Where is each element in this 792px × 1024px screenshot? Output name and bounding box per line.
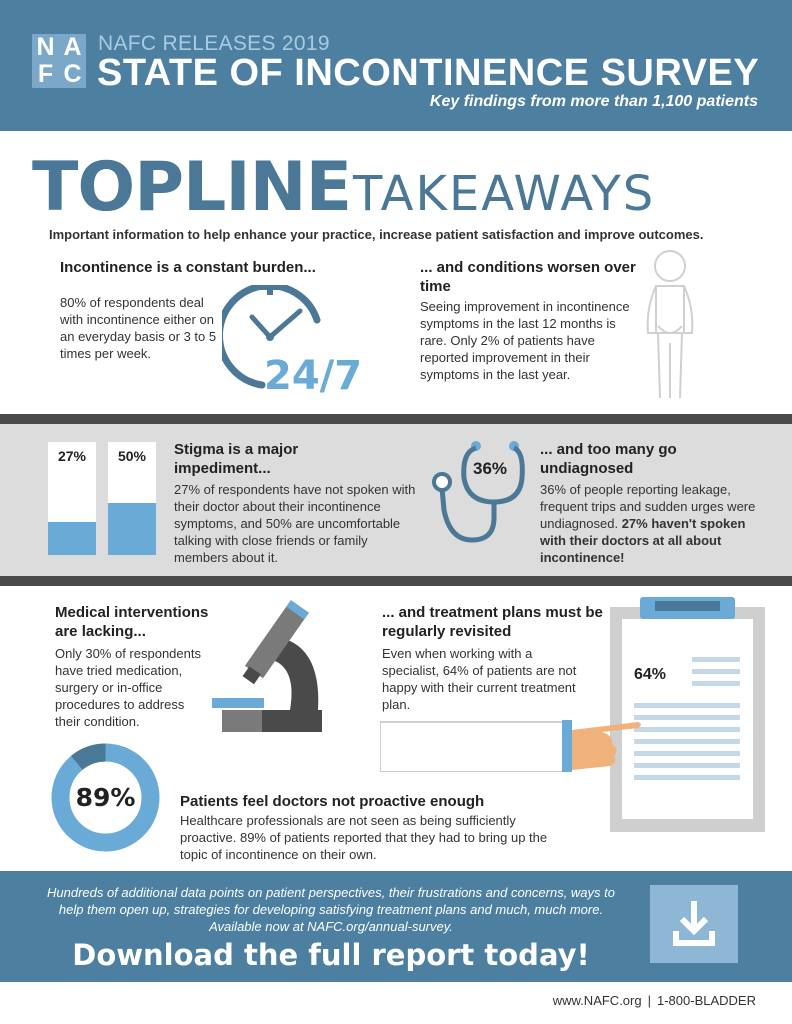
topline-light: TAKEAWAYS	[353, 166, 656, 222]
undiagnosed-heading: ... and too many go undiagnosed	[540, 441, 677, 477]
logo-letter: C	[59, 61, 86, 88]
logo-letter: F	[32, 61, 59, 88]
clipboard-label: 64%	[634, 666, 667, 683]
stigma-bar	[108, 442, 156, 555]
pointing-hand-icon	[380, 712, 645, 777]
stigma-bar	[48, 442, 96, 555]
stigma-bar-fill	[48, 522, 96, 555]
undiagnosed-body-text: 36% of people reporting leakage, frequent trips and sudden urges were undiagnosed.	[540, 482, 756, 531]
treatment-heading: ... and treatment plans must be regularly revisited	[382, 604, 603, 640]
logo-letter: A	[59, 34, 86, 61]
download-icon	[650, 885, 738, 963]
download-cta[interactable]: Download the full report today!	[72, 938, 590, 972]
stethoscope-icon	[428, 440, 533, 555]
topline-title	[32, 148, 655, 227]
phone-number[interactable]: 1-800-BLADDER	[657, 993, 756, 1008]
footer-body: Hundreds of additional data points on patient perspectives, their frustrations and concerns, ways to help them open up, strategies for developing satisfying treatment plans and much, much more. Available now at NAFC.org/annual-survey.	[47, 885, 615, 934]
interventions-heading: Medical interventions are lacking...	[55, 604, 209, 640]
logo-letter: N	[32, 34, 59, 61]
stethoscope-label: 36%	[473, 459, 508, 478]
microscope-icon	[212, 598, 327, 743]
header-tagline: Key findings from more than 1,100 patients	[429, 93, 758, 110]
stigma-bar-label: 27%	[57, 448, 87, 464]
stigma-bar-fill	[108, 503, 156, 555]
person-icon	[640, 248, 700, 408]
undiagnosed-body-bold: 27% haven't spoken with their doctors at all about incontinence!	[540, 516, 746, 565]
undiagnosed-body	[540, 481, 765, 566]
intro-text: Important information to help enhance your practice, increase patient satisfaction and improve outcomes.	[49, 227, 704, 242]
header-title: STATE OF INCONTINENCE SURVEY	[97, 52, 760, 94]
divider	[0, 414, 792, 424]
proactive-body: Healthcare professionals are not seen as being sufficiently proactive. 89% of patients reported that they had to bring up the topic of incontinence on their own.	[180, 813, 548, 862]
treatment-body: Even when working with a specialist, 64% of patients are not happy with their current treatment plan.	[382, 646, 577, 712]
download-button[interactable]	[650, 885, 738, 963]
proactive-donut	[48, 740, 163, 860]
interventions-body: Only 30% of respondents have tried medication, surgery or in-office procedures to address their condition.	[55, 646, 201, 729]
worsen-body: Seeing improvement in incontinence symptoms in the last 12 months is rare. Only 2% of patients have reported improvement in their symptoms in the last year.	[420, 299, 630, 382]
proactive-heading: Patients feel doctors not proactive enough	[180, 793, 485, 810]
worsen-heading: ... and conditions worsen over time	[420, 259, 636, 295]
topline-bold: TOPLINE	[32, 148, 352, 227]
contact-info	[553, 993, 756, 1008]
header-banner	[0, 0, 792, 131]
clock-label: 24/7	[264, 353, 363, 399]
clock-icon	[222, 285, 372, 415]
stigma-heading: Stigma is a major impediment...	[174, 441, 299, 477]
website-link[interactable]: www.NAFC.org	[552, 993, 642, 1008]
stigma-body: 27% of respondents have not spoken with their doctor about their incontinence symptoms, and 50% are uncomfortable talking with close friends or family members about it.	[174, 482, 416, 565]
header-subtitle: NAFC RELEASES 2019	[98, 32, 330, 55]
burden-body: 80% of respondents deal with incontinence either on an everyday basis or 3 to 5 times per week.	[60, 295, 217, 361]
contact-separator: |	[647, 993, 651, 1008]
burden-heading: Incontinence is a constant burden...	[60, 259, 316, 276]
nafc-logo[interactable]	[32, 34, 86, 88]
stigma-bar-label: 50%	[117, 448, 147, 464]
divider	[0, 576, 792, 586]
donut-label: 89%	[75, 783, 136, 812]
